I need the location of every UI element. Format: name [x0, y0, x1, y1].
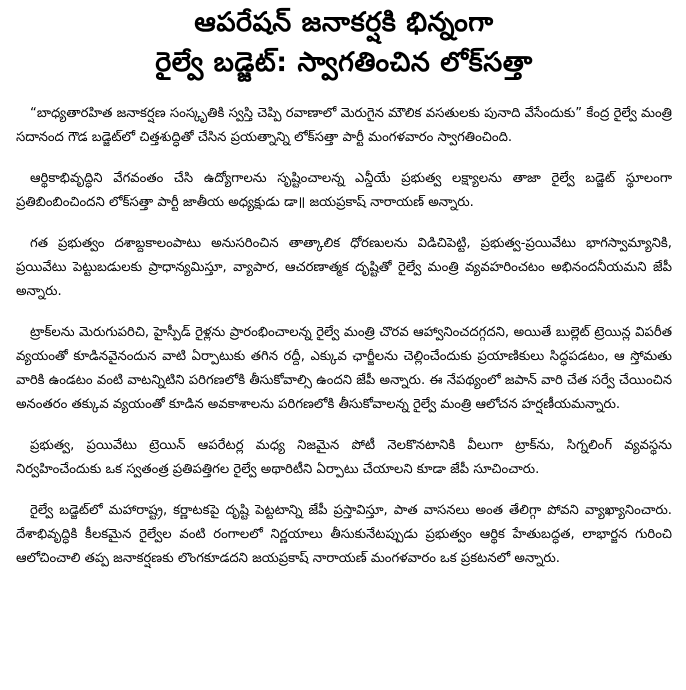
- paragraph-6: రైల్వే బడ్జెట్‌లో మహారాష్ట్ర, కర్ణాటకపై దృష్టి పెట్టటాన్ని జేపీ ప్రస్తావిస్తూ, పాత వాసనలు అంత తేలిగ్గా పోవని వ్యాఖ్యానించారు. దేశాభివృద్ధికి కీలకమైన రైల్వేల వంటి రంగాలలో నిర్ణయాలు తీసుకునేటప్పుడు ప్రభుత్వం ఆర్థిక హేతుబద్ధత, లాభార్జన గురించి ఆలోచించాలి తప్ప జనాకర్షణకు లొంగకూడదని జయప్రకాష్ నారాయణ్ మంగళవారం ఒక ప్రకటనలో అన్నారు.: [16, 502, 672, 566]
- headline-line-1: ఆపరేషన్ జనాకర్షకి భిన్నంగా: [194, 7, 494, 38]
- paragraph-1: “బాధ్యతారహిత జనాకర్షణ సంస్కృతికి స్వస్తి చెప్పి రవాణాలో మెరుగైన మౌలిక వసతులకు పునాది వేసేందుకు” కేంద్ర రైల్వే మంత్రి సదానంద గౌడ బడ్జెట్‌లో చిత్తశుద్ధితో చేసిన ప్రయత్నాన్ని లోక్‌సత్తా పార్టీ మంగళవారం స్వాగతించింది.: [16, 105, 672, 145]
- paragraph-3: గత ప్రభుత్వం దశాబ్దకాలంపాటు అనుసరించిన తాత్కాలిక ధోరణులను విడిచిపెట్టి, ప్రభుత్వ-ప్రయివేటు భాగస్వామ్యానికి, ప్రయివేటు పెట్టుబడులకు ప్రాధాన్యమిస్తూ, వ్యాపార, ఆచరణాత్మక దృష్టితో రైల్వే మంత్రి వ్యవహరించటం అభినందనీయమని జేపీ అన్నారు.: [16, 235, 672, 299]
- headline-line-2: రైల్వే బడ్జెట్: స్వాగతించిన లోక్‌సత్తా: [155, 46, 533, 78]
- paragraph-2: ఆర్థికాభివృద్ధిని వేగవంతం చేసి ఉద్యోగాలను సృష్టించాలన్న ఎన్డీయే ప్రభుత్వ లక్ష్యాలను తాజా రైల్వే బడ్జెట్ స్థూలంగా ప్రతిబింబించిందని లోక్‌సత్తా పార్టీ జాతీయ అధ్యక్షుడు డా॥ జయప్రకాష్ నారాయణ్ అన్నారు.: [16, 170, 672, 210]
- article-body: [16, 102, 672, 571]
- paragraph-5: ప్రభుత్వ, ప్రయివేటు ట్రెయిన్ ఆపరేటర్ల మధ్య నిజమైన పోటీ నెలకొనటానికి వీలుగా ట్రాక్‌ను, సిగ్నలింగ్ వ్యవస్థను నిర్వహించేందుకు ఒక స్వతంత్ర ప్రతిపత్తిగల రైల్వే అథారిటీని ఏర్పాటు చేయాలని కూడా జేపీ సూచించారు.: [16, 437, 672, 477]
- headline: [16, 6, 672, 80]
- paragraph-4: ట్రాక్‌లను మెరుగుపరిచి, హైస్పీడ్ రైళ్లను ప్రారంభించాలన్న రైల్వే మంత్రి చొరవ ఆహ్వానించదగ్గదని, అయితే బుల్లెట్ ట్రెయిన్ల విపరీత వ్యయంతో కూడినవైనందున వాటి ఏర్పాటుకు తగిన రద్దీ, ఎక్కువ ఛార్జీలను చెల్లించేందుకు ప్రయాణికులు సిద్ధపడటం, ఆ స్తోమతు వారికి ఉండటం వంటి వాటన్నిటిని పరిగణలోకి తీసుకోవాల్సి ఉందని జేపీ అన్నారు. ఈ నేపథ్యంలో జపాన్ వారి చేత సర్వే చేయించిన అనంతరం తక్కువ వ్యయంతో కూడిన అవకాశాలను పరిగణలోకి తీసుకోవాలన్న రైల్వే మంత్రి ఆలోచన హర్షణీయమన్నారు.: [16, 324, 672, 412]
